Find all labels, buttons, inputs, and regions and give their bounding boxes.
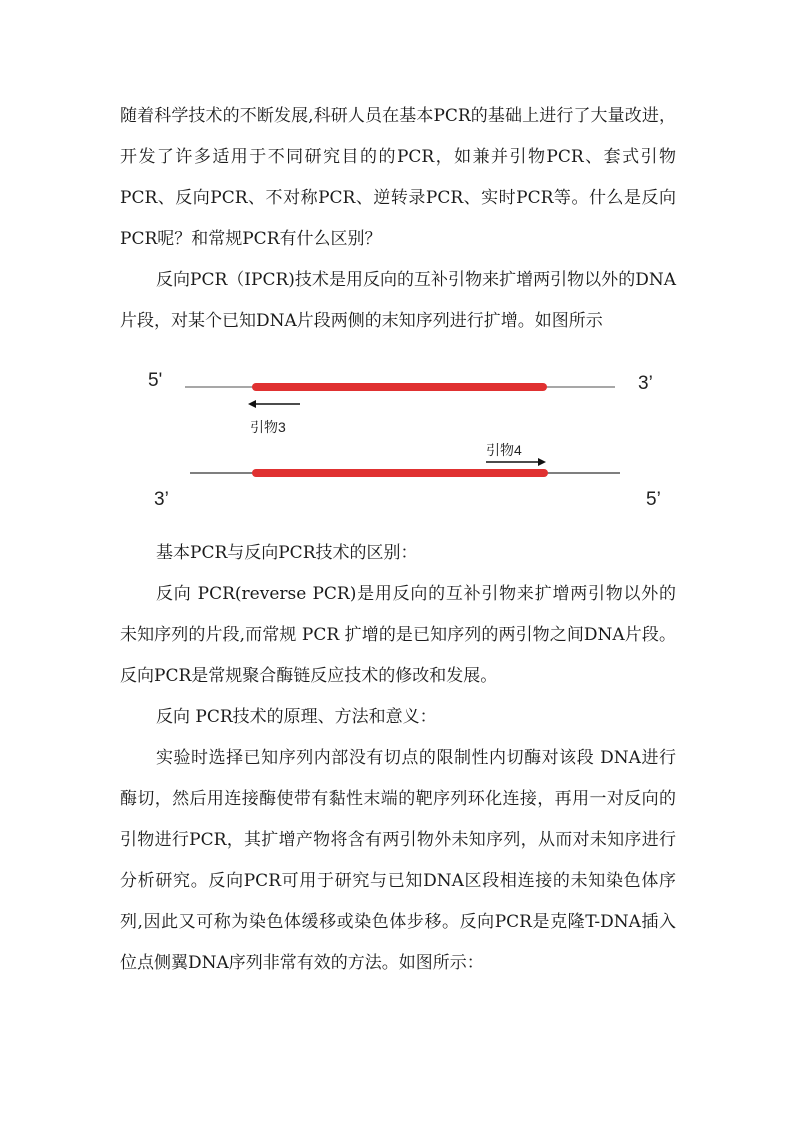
ipcr-primer-diagram	[140, 352, 680, 522]
paragraph-difference-heading: 基本PCR与反向PCR技术的区别：	[156, 543, 418, 563]
primer3-arrow-icon	[248, 400, 300, 408]
primer4-label: 引物4	[486, 442, 522, 458]
primer3-label: 引物3	[250, 419, 286, 435]
paragraph-principle-body: 实验时选择已知序列内部没有切点的限制性内切酶对该段 DNA进行酶切，然后用连接酶使带有黏性末端的靶序列环化连接，再用一对反向的引物进行PCR，其扩增产物将含有两引物外未知序列，从而对未知序进行分析研究。反向PCR可用于研究与已知DNA区段相连接的未知染色体序列,因此又可称为染色体缓移或染色体步移。反向PCR是克隆T-DNA插入位点侧翼DNA序列非常有效的方法。如图所示：	[120, 748, 676, 973]
paragraph-ipcr-definition: 反向PCR（IPCR)技术是用反向的互补引物来扩增两引物以外的DNA片段，对某个已知DNA片段两侧的末知序列进行扩增。如图所示	[120, 270, 676, 331]
paragraph-principle-heading: 反向 PCR技术的原理、方法和意义：	[156, 707, 437, 727]
strand2-3prime-label: 3’	[154, 489, 169, 510]
strand1-3prime-label: 3’	[638, 373, 653, 394]
paragraph-intro: 随着科学技术的不断发展,科研人员在基本PCR的基础上进行了大量改进，开发了许多适用于不同研究目的的PCR，如兼并引物PCR、套式引物PCR、反向PCR、不对称PCR、逆转录PCR、实时PCR等。什么是反向PCR呢？和常规PCR有什么区别？	[120, 106, 676, 249]
strand2-5prime-label: 5’	[646, 489, 661, 510]
primer4-arrow-icon	[486, 458, 546, 466]
paragraph-difference-body: 反向 PCR(reverse PCR)是用反向的互补引物来扩增两引物以外的未知序列的片段,而常规 PCR 扩增的是已知序列的两引物之间DNA片段。反向PCR是常规聚合酶链反应技术的修改和发展。	[120, 584, 676, 686]
strand1-5prime-label: 5'	[148, 370, 163, 391]
